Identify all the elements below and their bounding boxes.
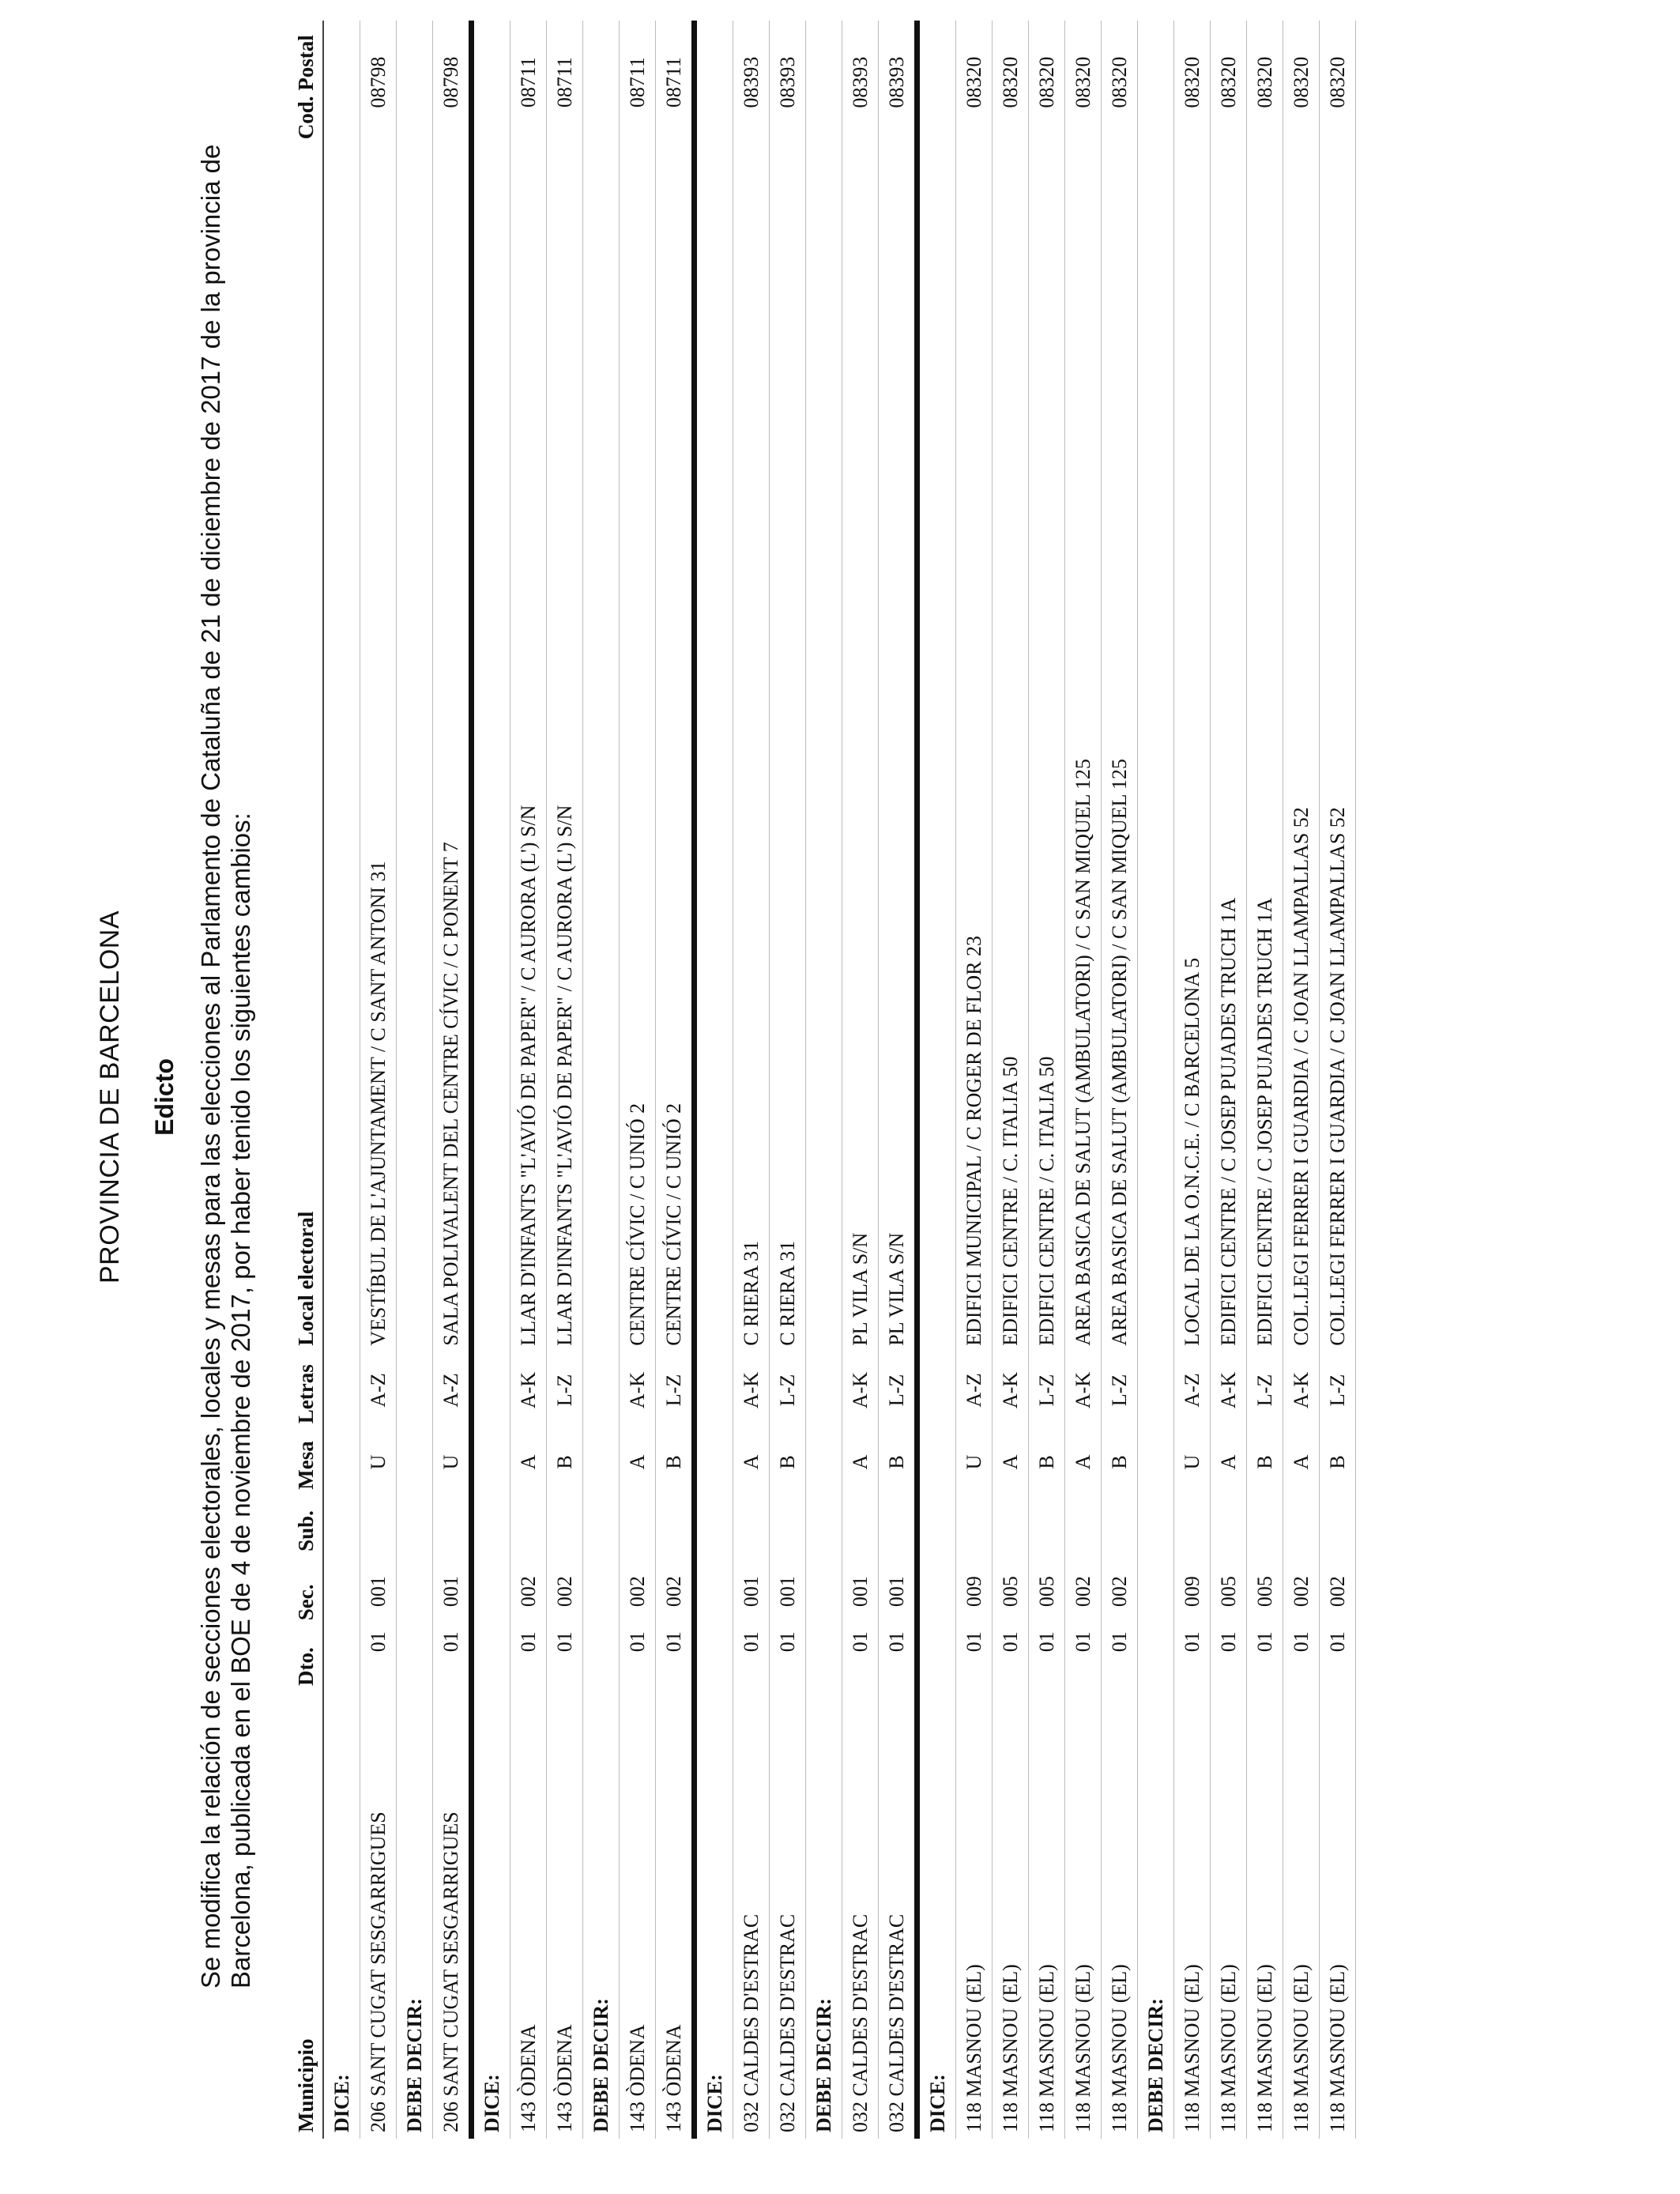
table-row [733, 21, 770, 2139]
cell-mesa: U [1174, 1430, 1211, 1496]
cell-dto: 01 [1247, 1627, 1283, 1692]
cell-letras: A-Z [1174, 1352, 1211, 1430]
cell-sec: 005 [1211, 1558, 1247, 1627]
cell-sec: 009 [956, 1558, 993, 1627]
cell-local-electoral: PL VILA S/N [879, 145, 917, 1352]
cell-mesa: U [956, 1430, 993, 1496]
cell-letras: A-K [1065, 1352, 1102, 1430]
table-row [956, 21, 993, 2139]
cell-local-electoral: COL.LEGI FERRER I GUARDIA / C JOAN LLAMPALLAS 52 [1320, 145, 1356, 1352]
cell-dto: 01 [879, 1627, 917, 1692]
cell-local-electoral: CENTRE CÍVIC / C UNIÓ 2 [656, 145, 695, 1352]
cell-sec: 002 [547, 1558, 583, 1627]
table-row [1174, 21, 1211, 2139]
cell-letras: L-Z [1320, 1352, 1356, 1430]
cell-cod-postal: 08320 [993, 21, 1029, 145]
cell-sec: 002 [1065, 1558, 1102, 1627]
cell-local-electoral: VESTÍBUL DE L'AJUNTAMENT / C SANT ANTONI 31 [360, 145, 397, 1352]
cell-letras: A-K [993, 1352, 1029, 1430]
cell-sub [879, 1496, 917, 1558]
cell-local-electoral: EDIFICI MUNICIPAL / C ROGER DE FLOR 23 [956, 145, 993, 1352]
cell-mesa: B [1247, 1430, 1283, 1496]
section-marker-label: DEBE DECIR: [397, 21, 433, 2139]
cell-local-electoral: LLAR D'INFANTS "L'AVIÓ DE PAPER" / C AURORA (L') S/N [510, 145, 547, 1352]
cell-sec: 001 [879, 1558, 917, 1627]
cell-cod-postal: 08320 [1320, 21, 1356, 145]
table-row [879, 21, 917, 2139]
cell-sec: 005 [1247, 1558, 1283, 1627]
table-row [433, 21, 472, 2139]
cell-municipio: 143 ÒDENA [547, 1692, 583, 2139]
table-row [656, 21, 695, 2139]
cell-mesa: U [433, 1430, 472, 1496]
cell-dto: 01 [1174, 1627, 1211, 1692]
cell-local-electoral: EDIFICI CENTRE / C JOSEP PUJADES TRUCH 1A [1247, 145, 1283, 1352]
col-dto: Dto. [289, 1627, 323, 1692]
cell-sub [433, 1496, 472, 1558]
cell-cod-postal: 08393 [842, 21, 879, 145]
cell-dto: 01 [1102, 1627, 1138, 1692]
cell-sec: 002 [510, 1558, 547, 1627]
cell-municipio: 118 MASNOU (EL) [1174, 1692, 1211, 2139]
cell-sub [1283, 1496, 1320, 1558]
section-marker-label: DICE: [695, 21, 733, 2139]
edict-heading: Edicto [150, 1058, 179, 1136]
document-header [0, 0, 300, 2194]
cell-cod-postal: 08798 [360, 21, 397, 145]
cell-municipio: 206 SANT CUGAT SESGARRIGUES [360, 1692, 397, 2139]
cell-cod-postal: 08393 [879, 21, 917, 145]
cell-cod-postal: 08798 [433, 21, 472, 145]
cell-local-electoral: EDIFICI CENTRE / C JOSEP PUJADES TRUCH 1A [1211, 145, 1247, 1352]
cell-dto: 01 [1065, 1627, 1102, 1692]
cell-cod-postal: 08320 [1029, 21, 1065, 145]
cell-local-electoral: PL VILA S/N [842, 145, 879, 1352]
section-marker-row [806, 21, 842, 2139]
cell-municipio: 118 MASNOU (EL) [1247, 1692, 1283, 2139]
cell-dto: 01 [1029, 1627, 1065, 1692]
cell-municipio: 206 SANT CUGAT SESGARRIGUES [433, 1692, 472, 2139]
cell-mesa: B [1029, 1430, 1065, 1496]
cell-letras: A-Z [360, 1352, 397, 1430]
cell-letras: L-Z [1029, 1352, 1065, 1430]
cell-cod-postal: 08711 [656, 21, 695, 145]
cell-cod-postal: 08393 [733, 21, 770, 145]
cell-sub [993, 1496, 1029, 1558]
cell-municipio: 032 CALDES D'ESTRAC [842, 1692, 879, 2139]
col-letras: Letras [289, 1352, 323, 1430]
cell-mesa: A [1283, 1430, 1320, 1496]
cell-local-electoral: LLAR D'INFANTS "L'AVIÓ DE PAPER" / C AURORA (L') S/N [547, 145, 583, 1352]
cell-sec: 001 [842, 1558, 879, 1627]
section-marker-label: DICE: [472, 21, 510, 2139]
cell-sub [1065, 1496, 1102, 1558]
cell-dto: 01 [620, 1627, 656, 1692]
cell-dto: 01 [547, 1627, 583, 1692]
cell-letras: A-K [733, 1352, 770, 1430]
cell-mesa: A [1065, 1430, 1102, 1496]
cell-sec: 001 [433, 1558, 472, 1627]
table-row [770, 21, 806, 2139]
cell-letras: L-Z [656, 1352, 695, 1430]
cell-mesa: B [879, 1430, 917, 1496]
cell-cod-postal: 08320 [1065, 21, 1102, 145]
province-title: PROVINCIA DE BARCELONA [95, 910, 125, 1284]
cell-letras: A-K [620, 1352, 656, 1430]
cell-municipio: 118 MASNOU (EL) [1102, 1692, 1138, 2139]
cell-mesa: A [1211, 1430, 1247, 1496]
cell-dto: 01 [1320, 1627, 1356, 1692]
cell-letras: A-K [1283, 1352, 1320, 1430]
cell-sub [1247, 1496, 1283, 1558]
cell-local-electoral: C RIERA 31 [770, 145, 806, 1352]
cell-sub [620, 1496, 656, 1558]
cell-sec: 001 [770, 1558, 806, 1627]
cell-letras: A-K [842, 1352, 879, 1430]
cell-local-electoral: LOCAL DE LA O.N.C.E. / C BARCELONA 5 [1174, 145, 1211, 1352]
cell-local-electoral: C RIERA 31 [733, 145, 770, 1352]
cell-local-electoral: EDIFICI CENTRE / C. ITALIA 50 [1029, 145, 1065, 1352]
cell-cod-postal: 08711 [620, 21, 656, 145]
cell-municipio: 118 MASNOU (EL) [1029, 1692, 1065, 2139]
cell-mesa: A [993, 1430, 1029, 1496]
cell-cod-postal: 08320 [1174, 21, 1211, 145]
cell-sec: 005 [1029, 1558, 1065, 1627]
cell-local-electoral: CENTRE CÍVIC / C UNIÓ 2 [620, 145, 656, 1352]
section-marker-label: DICE: [323, 21, 360, 2139]
cell-sec: 009 [1174, 1558, 1211, 1627]
cell-sec: 002 [620, 1558, 656, 1627]
cell-sub [733, 1496, 770, 1558]
section-marker-label: DEBE DECIR: [806, 21, 842, 2139]
cell-local-electoral: EDIFICI CENTRE / C. ITALIA 50 [993, 145, 1029, 1352]
cell-sec: 002 [1283, 1558, 1320, 1627]
section-marker-row [397, 21, 433, 2139]
cell-municipio: 032 CALDES D'ESTRAC [879, 1692, 917, 2139]
cell-municipio: 032 CALDES D'ESTRAC [733, 1692, 770, 2139]
cell-sub [656, 1496, 695, 1558]
cell-letras: A-K [1211, 1352, 1247, 1430]
cell-municipio: 032 CALDES D'ESTRAC [770, 1692, 806, 2139]
cell-mesa: A [842, 1430, 879, 1496]
table-row [842, 21, 879, 2139]
cell-municipio: 118 MASNOU (EL) [993, 1692, 1029, 2139]
table-header-row [289, 21, 323, 2139]
cell-mesa: A [510, 1430, 547, 1496]
cell-dto: 01 [733, 1627, 770, 1692]
cell-letras: A-Z [433, 1352, 472, 1430]
cell-mesa: A [733, 1430, 770, 1496]
col-sub: Sub. [289, 1496, 323, 1558]
section-marker-row [1138, 21, 1174, 2139]
cell-sub [510, 1496, 547, 1558]
cell-municipio: 143 ÒDENA [656, 1692, 695, 2139]
cell-sec: 005 [993, 1558, 1029, 1627]
cell-cod-postal: 08320 [956, 21, 993, 145]
col-sec: Sec. [289, 1558, 323, 1627]
table-row [993, 21, 1029, 2139]
section-marker-row [323, 21, 360, 2139]
cell-cod-postal: 08320 [1283, 21, 1320, 145]
cell-mesa: B [547, 1430, 583, 1496]
polling-stations-table [289, 21, 1356, 2139]
cell-cod-postal: 08320 [1211, 21, 1247, 145]
cell-sec: 001 [733, 1558, 770, 1627]
cell-cod-postal: 08711 [547, 21, 583, 145]
cell-sub [1029, 1496, 1065, 1558]
cell-mesa: B [1320, 1430, 1356, 1496]
table-row [1320, 21, 1356, 2139]
cell-cod-postal: 08711 [510, 21, 547, 145]
table-row [360, 21, 397, 2139]
cell-dto: 01 [770, 1627, 806, 1692]
cell-sub [956, 1496, 993, 1558]
cell-cod-postal: 08320 [1102, 21, 1138, 145]
cell-sub [1174, 1496, 1211, 1558]
cell-letras: L-Z [547, 1352, 583, 1430]
cell-sub [360, 1496, 397, 1558]
table-row [1211, 21, 1247, 2139]
cell-cod-postal: 08393 [770, 21, 806, 145]
cell-sec: 002 [656, 1558, 695, 1627]
cell-dto: 01 [656, 1627, 695, 1692]
table-row [620, 21, 656, 2139]
table-row [1029, 21, 1065, 2139]
cell-municipio: 143 ÒDENA [620, 1692, 656, 2139]
cell-sec: 002 [1320, 1558, 1356, 1627]
section-marker-label: DEBE DECIR: [583, 21, 620, 2139]
cell-sub [1211, 1496, 1247, 1558]
cell-cod-postal: 08320 [1247, 21, 1283, 145]
cell-municipio: 118 MASNOU (EL) [1320, 1692, 1356, 2139]
cell-municipio: 118 MASNOU (EL) [956, 1692, 993, 2139]
cell-municipio: 143 ÒDENA [510, 1692, 547, 2139]
cell-dto: 01 [993, 1627, 1029, 1692]
col-local-electoral: Local electoral [289, 145, 323, 1352]
cell-sub [770, 1496, 806, 1558]
cell-local-electoral: SALA POLIVALENT DEL CENTRE CÍVIC / C PONENT 7 [433, 145, 472, 1352]
cell-sec: 002 [1102, 1558, 1138, 1627]
cell-letras: L-Z [1247, 1352, 1283, 1430]
section-marker-label: DICE: [917, 21, 956, 2139]
table-row [547, 21, 583, 2139]
col-cod-postal: Cod. Postal [289, 21, 323, 145]
intro-paragraph: Se modifica la relación de secciones electorales, locales y mesas para las elecciones al Parlamento de Cataluña de 21 de diciembre de 2017 de la provincia de Barcelona, publicada en el BOE de 4 de noviembre de 2017, por haber tenido los siguientes cambios: [196, 144, 255, 1989]
cell-mesa: B [770, 1430, 806, 1496]
cell-letras: A-K [510, 1352, 547, 1430]
cell-dto: 01 [433, 1627, 472, 1692]
cell-sub [842, 1496, 879, 1558]
table-row [510, 21, 547, 2139]
cell-sub [1320, 1496, 1356, 1558]
section-marker-row [695, 21, 733, 2139]
table-body [323, 21, 1356, 2139]
cell-mesa: A [620, 1430, 656, 1496]
section-marker-row [472, 21, 510, 2139]
cell-sec: 001 [360, 1558, 397, 1627]
cell-letras: L-Z [1102, 1352, 1138, 1430]
cell-local-electoral: AREA BASICA DE SALUT (AMBULATORI) / C SAN MIQUEL 125 [1065, 145, 1102, 1352]
cell-dto: 01 [360, 1627, 397, 1692]
col-mesa: Mesa [289, 1430, 323, 1496]
cell-sub [1102, 1496, 1138, 1558]
cell-dto: 01 [1283, 1627, 1320, 1692]
cell-letras: L-Z [770, 1352, 806, 1430]
section-marker-row [917, 21, 956, 2139]
table-row [1102, 21, 1138, 2139]
cell-mesa: B [1102, 1430, 1138, 1496]
cell-municipio: 118 MASNOU (EL) [1211, 1692, 1247, 2139]
table-row [1247, 21, 1283, 2139]
cell-dto: 01 [956, 1627, 993, 1692]
cell-letras: L-Z [879, 1352, 917, 1430]
section-marker-row [583, 21, 620, 2139]
cell-local-electoral: COL.LEGI FERRER I GUARDIA / C JOAN LLAMPALLAS 52 [1283, 145, 1320, 1352]
cell-mesa: U [360, 1430, 397, 1496]
cell-mesa: B [656, 1430, 695, 1496]
table-row [1283, 21, 1320, 2139]
cell-dto: 01 [510, 1627, 547, 1692]
cell-municipio: 118 MASNOU (EL) [1065, 1692, 1102, 2139]
cell-local-electoral: AREA BASICA DE SALUT (AMBULATORI) / C SAN MIQUEL 125 [1102, 145, 1138, 1352]
cell-letras: A-Z [956, 1352, 993, 1430]
cell-sub [547, 1496, 583, 1558]
table-row [1065, 21, 1102, 2139]
cell-dto: 01 [842, 1627, 879, 1692]
section-marker-label: DEBE DECIR: [1138, 21, 1174, 2139]
col-municipio: Municipio [289, 1692, 323, 2139]
cell-municipio: 118 MASNOU (EL) [1283, 1692, 1320, 2139]
cell-dto: 01 [1211, 1627, 1247, 1692]
